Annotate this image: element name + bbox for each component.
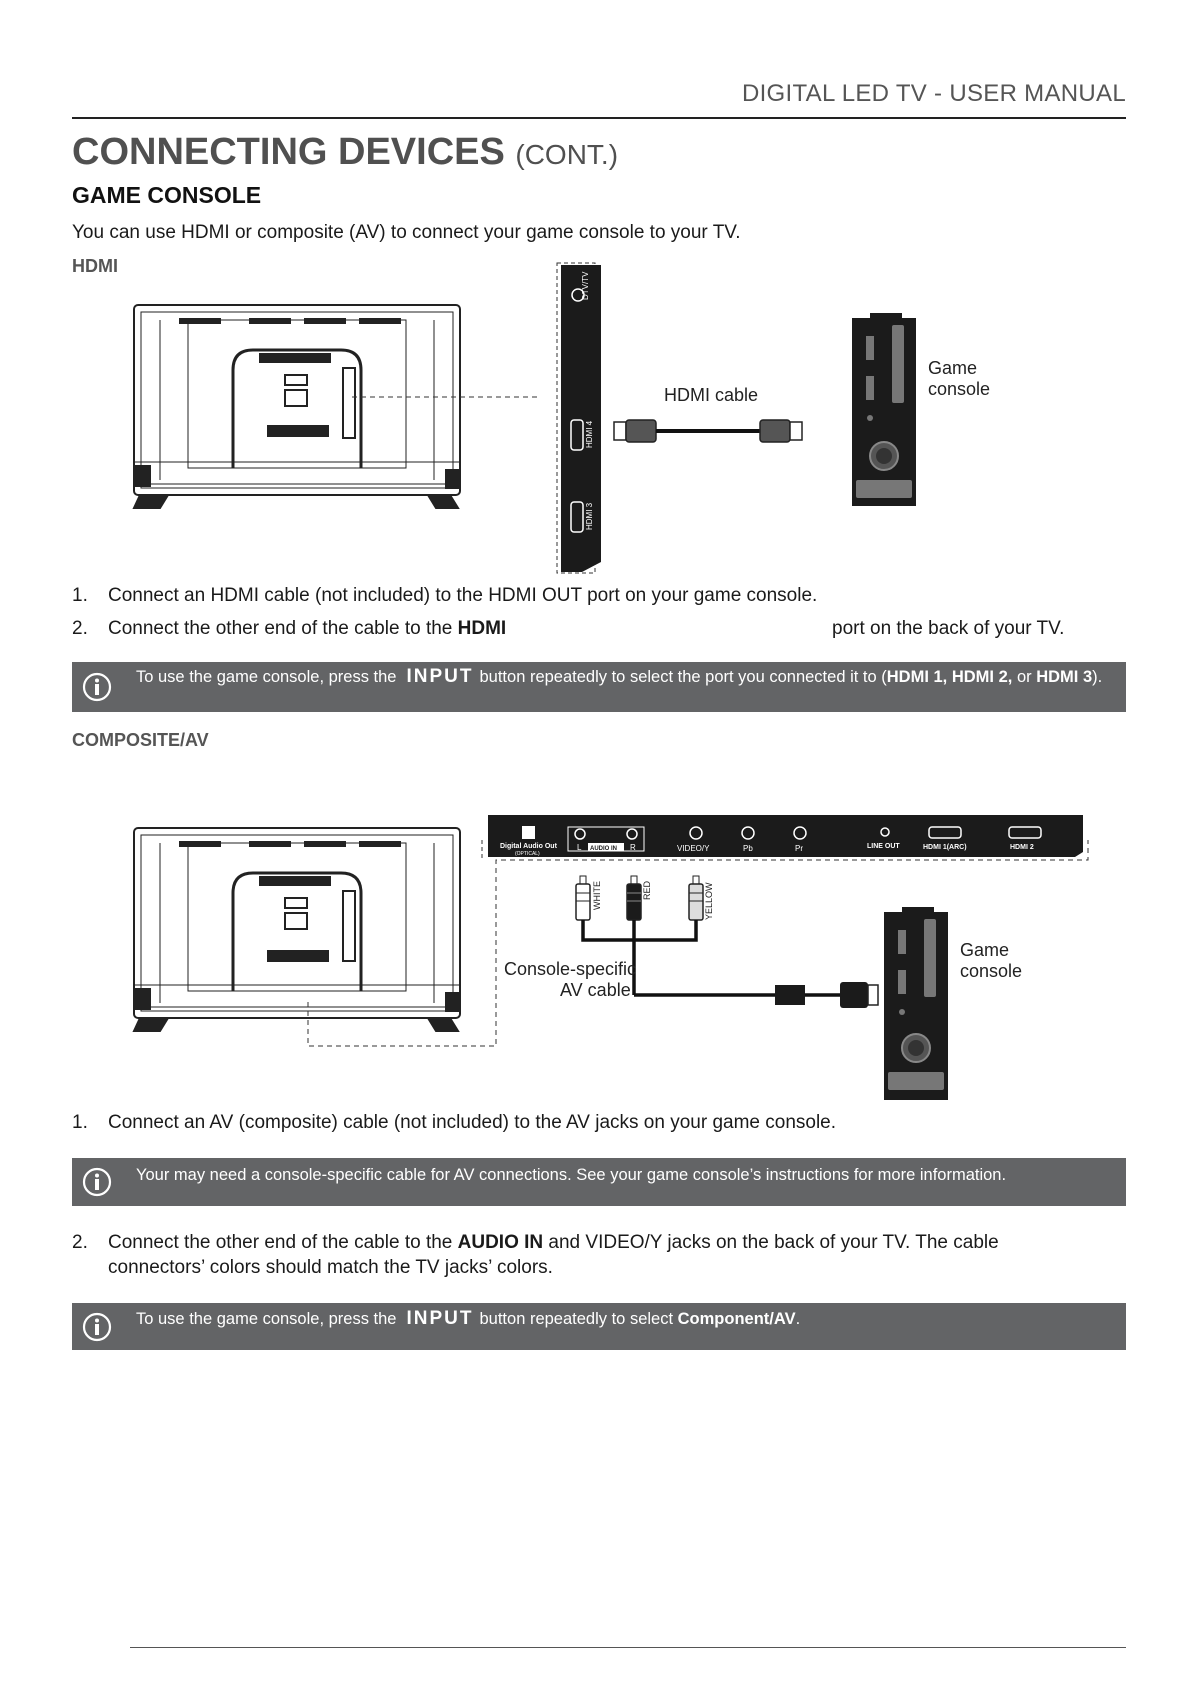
- hdmi-info-note: [72, 662, 1126, 712]
- composite-info-note-1: [72, 1158, 1126, 1206]
- composite-note-1-text: Your may need a console-specific cable for AV connections. See your game console’s instructions for more information.: [136, 1166, 1007, 1184]
- plug-label-white: WHITE: [592, 881, 602, 910]
- composite-note-2-text: [136, 1308, 1116, 1330]
- composite-step-2: [72, 1232, 1126, 1282]
- composite-step-2-line2: connectors’ colors should match the TV jacks’ colors.: [108, 1257, 553, 1278]
- composite-step-1-text: Connect an AV (composite) cable (not included) to the AV jacks on your game console.: [108, 1112, 837, 1133]
- plug-label-yellow: YELLOW: [704, 882, 714, 920]
- tv-back-illustration-av: [134, 828, 460, 1031]
- hdmi-cable-label: HDMI cable: [664, 385, 759, 405]
- panel-label-optical: Digital Audio Out: [500, 843, 557, 850]
- info-icon: [82, 1312, 112, 1342]
- composite-note-2-mid: button repeatedly to select: [479, 1310, 678, 1328]
- composite-note-2-pre: To use the game console, press the: [136, 1310, 397, 1328]
- hdmi-step-2-number: 2.: [72, 618, 88, 639]
- composite-note-2-end: .: [795, 1310, 801, 1328]
- composite-step-1: [72, 1112, 1126, 1136]
- composite-step-2-post: and VIDEO/Y jacks on the back of your TV. The cable: [543, 1232, 999, 1253]
- composite-step-2-pre: Connect the other end of the cable to the: [108, 1232, 458, 1253]
- section-subtitle: GAME CONSOLE: [72, 182, 262, 208]
- hdmi-note-text: [136, 666, 1116, 688]
- hdmi-step-2-post: port on the back of your TV.: [832, 618, 1065, 639]
- tv-side-port-panel: [561, 265, 601, 572]
- composite-diagram: [0, 805, 1190, 1105]
- composite-step-2-line1: [108, 1232, 999, 1254]
- port-label-hdmi4: HDMI 4: [585, 420, 594, 448]
- panel-label-hdmi1: HDMI 1(ARC): [923, 844, 967, 851]
- av-console-label-line2: console: [960, 961, 1023, 981]
- hdmi-note-bold: HDMI 1, HDMI 2,: [886, 668, 1013, 686]
- page-title: [72, 131, 618, 174]
- hdmi-step-1: [72, 585, 1126, 609]
- av-cable-label-line1: Console-specific: [504, 959, 637, 979]
- hdmi-step-1-number: 1.: [72, 585, 88, 606]
- page-title-suffix: (CONT.): [515, 139, 619, 170]
- intro-text: You can use HDMI or composite (AV) to connect your game console to your TV.: [72, 222, 741, 243]
- panel-label-optical-sub: (OPTICAL): [515, 851, 540, 857]
- tv-back-illustration: [134, 305, 460, 508]
- hdmi-note-end: ).: [1092, 668, 1103, 686]
- composite-info-note-2: [72, 1303, 1126, 1350]
- footer-rule: [130, 1647, 1126, 1648]
- panel-label-hdmi2: HDMI 2: [1010, 844, 1034, 851]
- hdmi-cable-illustration: [614, 420, 802, 442]
- hdmi-step-2-text: [108, 618, 506, 640]
- composite-section-label: COMPOSITE/AV: [72, 730, 209, 750]
- game-console-illustration-hdmi: [852, 313, 916, 506]
- input-key-label: INPUT: [406, 1308, 474, 1329]
- hdmi-note-pre: To use the game console, press the: [136, 668, 397, 686]
- panel-label-l: L: [577, 843, 582, 852]
- input-key-label: INPUT: [406, 666, 474, 687]
- hdmi-note-mid: button repeatedly to select the port you connected it to (: [479, 668, 887, 686]
- hdmi-step-2-pre: Connect the other end of the cable to the: [108, 618, 458, 639]
- composite-note-2-bold: Component/AV: [677, 1310, 796, 1328]
- console-label-line2: console: [928, 379, 991, 399]
- composite-step-2-number: 2.: [72, 1232, 88, 1253]
- composite-step-2-bold: AUDIO IN: [457, 1232, 544, 1253]
- av-console-label-line1: Game: [960, 940, 1010, 960]
- panel-label-pr: Pr: [795, 844, 803, 853]
- hdmi-step-2: [72, 618, 1126, 642]
- info-icon: [82, 1167, 112, 1197]
- av-cable-label-line2: AV cable: [560, 980, 631, 1000]
- composite-step-1-number: 1.: [72, 1112, 88, 1133]
- plug-label-red: RED: [642, 880, 652, 900]
- panel-label-line-out: LINE OUT: [867, 843, 900, 850]
- game-console-illustration-av: [884, 907, 948, 1100]
- hdmi-note-or: or: [1012, 668, 1037, 686]
- panel-label-audio-in: AUDIO IN: [590, 846, 617, 852]
- panel-label-r: R: [630, 843, 636, 852]
- page-title-text: CONNECTING DEVICES: [72, 131, 505, 173]
- port-label-dtv: DTV/TV: [581, 271, 590, 300]
- tv-rear-port-panel: [488, 815, 1083, 857]
- console-label-line1: Game: [928, 358, 978, 378]
- hdmi-diagram: [0, 258, 1190, 578]
- hdmi-section-label: HDMI: [72, 256, 118, 276]
- hdmi-step-2-bold: HDMI: [457, 618, 507, 639]
- manual-header-title: DIGITAL LED TV - USER MANUAL: [741, 80, 1126, 107]
- panel-label-video: VIDEO/Y: [677, 844, 710, 853]
- hdmi-step-1-text: Connect an HDMI cable (not included) to the HDMI OUT port on your game console.: [108, 585, 818, 606]
- info-icon: [82, 672, 112, 702]
- port-label-hdmi3: HDMI 3: [585, 502, 594, 530]
- header-rule: [72, 117, 1126, 119]
- panel-label-pb: Pb: [743, 844, 753, 853]
- hdmi-note-bold2: HDMI 3: [1036, 668, 1093, 686]
